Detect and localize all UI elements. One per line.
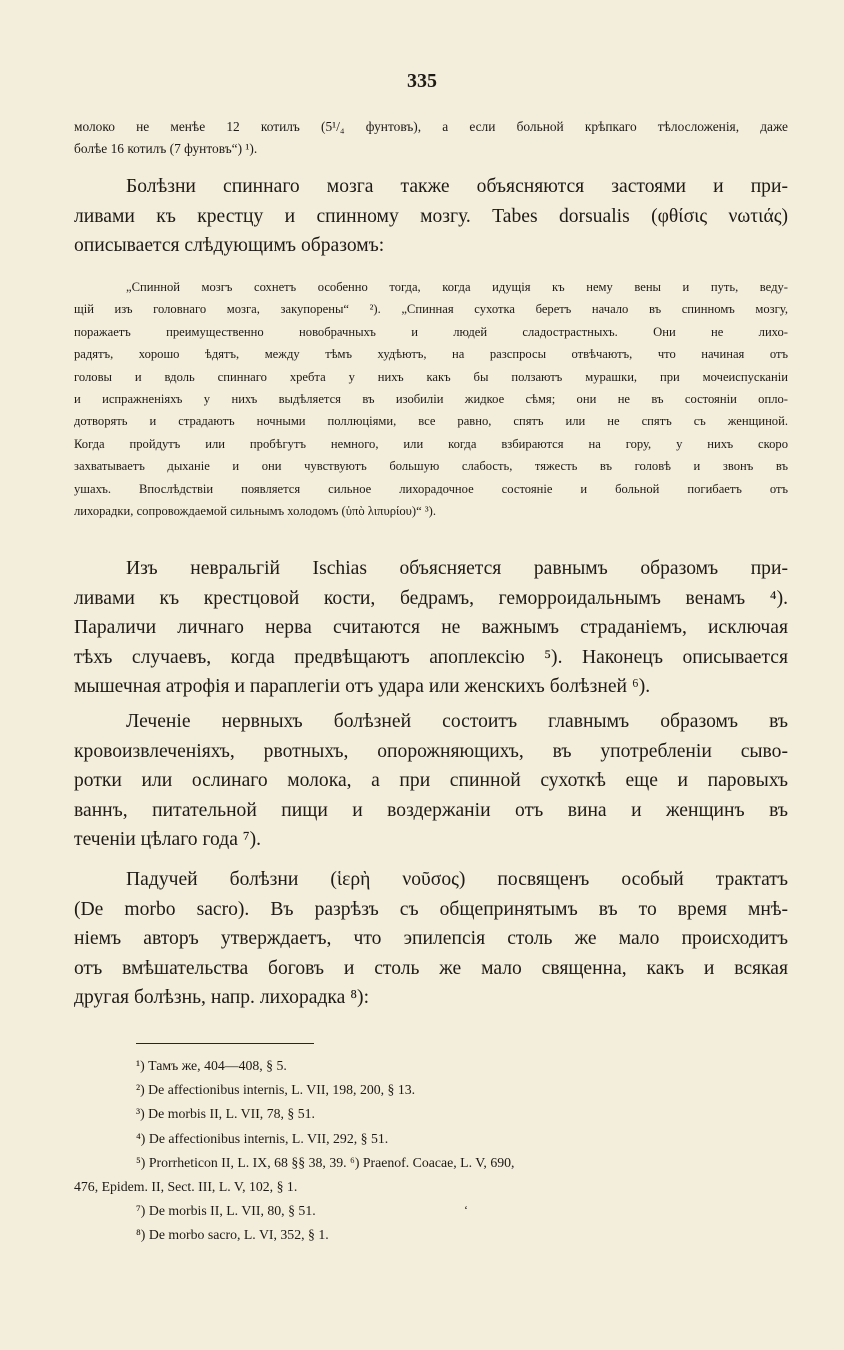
text-line: ливами къ крестцу и спинному мозгу. Tabes dorsualis (φθίσις νωτιάς) xyxy=(74,205,788,227)
quote-line: и испражненіяхъ у нихъ выдѣляется въ изобиліи жидкое сѣмя; они не въ состояніи опло- xyxy=(74,392,788,407)
quote-line: радятъ, хорошо ѣдятъ, между тѣмъ худѣютъ, на разспросы отвѣчаютъ, что начиная отъ xyxy=(74,347,788,362)
text-line: ротки или ослинаго молока, а при спинной сухоткѣ еще и паровыхъ xyxy=(74,770,788,791)
footnote: ⁴) De affectionibus internis, L. VII, 292, § 51. xyxy=(136,1130,389,1146)
footnote-continuation: 476, Epidem. II, Sect. III, L. V, 102, § 1. xyxy=(74,1179,298,1195)
footnote: ⁷) De morbis II, L. VII, 80, § 51. xyxy=(136,1203,316,1219)
footnote: ³) De morbis II, L. VII, 78, § 51. xyxy=(136,1106,315,1122)
text-line: отъ вмѣшательства боговъ и столь же мало священна, какъ и всякая xyxy=(74,957,788,979)
text-line: Параличи личнаго нерва считаются не важнымъ страданіемъ, исключая xyxy=(74,617,788,638)
quote-line: захватываетъ дыханіе и они чувствуютъ большую слабость, тяжесть въ головѣ и звонъ въ xyxy=(74,459,788,474)
footnote: ²) De affectionibus internis, L. VII, 198, 200, § 13. xyxy=(136,1082,416,1098)
paragraph-epilepsy xyxy=(74,865,788,1013)
quote-line: „Спинной мозгъ сохнетъ особенно тогда, когда идущія къ нему вены и путь, веду- xyxy=(126,280,788,294)
stray-mark: ‘ xyxy=(464,1203,468,1217)
footnotes xyxy=(74,1054,788,1248)
text-line: ливами къ крестцовой кости, бедрамъ, геморроидальнымъ венамъ ⁴). xyxy=(74,587,788,609)
text-line: ніемъ авторъ утверждаетъ, что эпилепсія столь же мало происходитъ xyxy=(74,928,788,949)
quote-line: дотворять и страдаютъ ночными поллюціями, все равно, спятъ или не спятъ съ женщиной. xyxy=(74,414,788,429)
text-line: описывается слѣдующимъ образомъ: xyxy=(74,235,385,256)
text-line: тѣхъ случаевъ, когда предвѣщаютъ апоплексію ⁵). Наконецъ описывается xyxy=(74,646,788,668)
text-line: болѣе 16 котилъ (7 фунтовъ“) ¹). xyxy=(74,141,258,157)
text-line: другая болѣзнь, напр. лихорадка ⁸): xyxy=(74,987,370,1008)
footnote: ⁸) De morbo sacro, L. VI, 352, § 1. xyxy=(136,1227,329,1243)
text-line: Падучей болѣзни (ἱερὴ νοῦσος) посвященъ особый трактатъ xyxy=(126,869,788,890)
footnote: ¹) Тамъ же, 404—408, § 5. xyxy=(136,1058,287,1073)
text-line: ваннъ, питательной пищи и воздержаніи отъ вина и женщинъ въ xyxy=(74,799,788,821)
footnote: ⁵) Prorrheticon II, L. IX, 68 §§ 38, 39. ⁶) Praenof. Coacae, L. V, 690, xyxy=(136,1154,515,1170)
text-line: Болѣзни спиннаго мозга также объясняются застоями и при- xyxy=(126,176,788,197)
text-line: Изъ невральгій Ischias объясняется равнымъ образомъ при- xyxy=(126,558,788,579)
page-number: 335 xyxy=(407,70,437,92)
paragraph-spinal-diseases xyxy=(74,172,788,261)
quote-line: лихорадки, сопровождаемой сильнымъ холодомъ (ὑπὸ λιπυρίου)“ ³). xyxy=(74,504,436,519)
quote-line: поражаетъ преимущественно новобрачныхъ и людей сладострастныхъ. Они не лихо- xyxy=(74,324,788,339)
paragraph-treatment xyxy=(74,707,788,855)
paragraph-continuation xyxy=(74,116,788,160)
text-line: Леченіе нервныхъ болѣзней состоитъ главнымъ образомъ въ xyxy=(126,711,788,732)
text-line: молоко не менѣе 12 котилъ (5¹/₄ фунтовъ), а если больной крѣпкаго тѣлосложенія, даже xyxy=(74,119,788,134)
quote-line: головы и вдоль спиннаго хребта у нихъ какъ бы ползаютъ мурашки, при мочеиспусканіи xyxy=(74,369,788,384)
quote-line: ушахъ. Впослѣдствіи появляется сильное лихорадочное состояніе и больной погибаетъ отъ xyxy=(74,481,788,496)
quote-line: Когда пройдутъ или пробѣгутъ немного, или когда взбираются на гору, у нихъ скоро xyxy=(74,436,788,451)
text-line: мышечная атрофія и параплегіи отъ удара или женскихъ болѣзней ⁶). xyxy=(74,676,651,697)
text-line: теченіи цѣлаго года ⁷). xyxy=(74,829,262,850)
text-line: кровоизвлеченіяхъ, рвотныхъ, опорожняющихъ, въ употребленіи сыво- xyxy=(74,740,788,762)
quoted-description xyxy=(74,276,788,522)
footnote-divider xyxy=(136,1043,314,1044)
quote-line: щій изъ головнаго мозга, закупорены“ ²). „Спинная сухотка беретъ начало въ спинномъ мозгу, xyxy=(74,302,788,317)
text-line: (De morbo sacro). Въ разрѣзъ съ общепринятымъ въ то время мнѣ- xyxy=(74,898,788,920)
paragraph-neuralgia xyxy=(74,554,788,702)
